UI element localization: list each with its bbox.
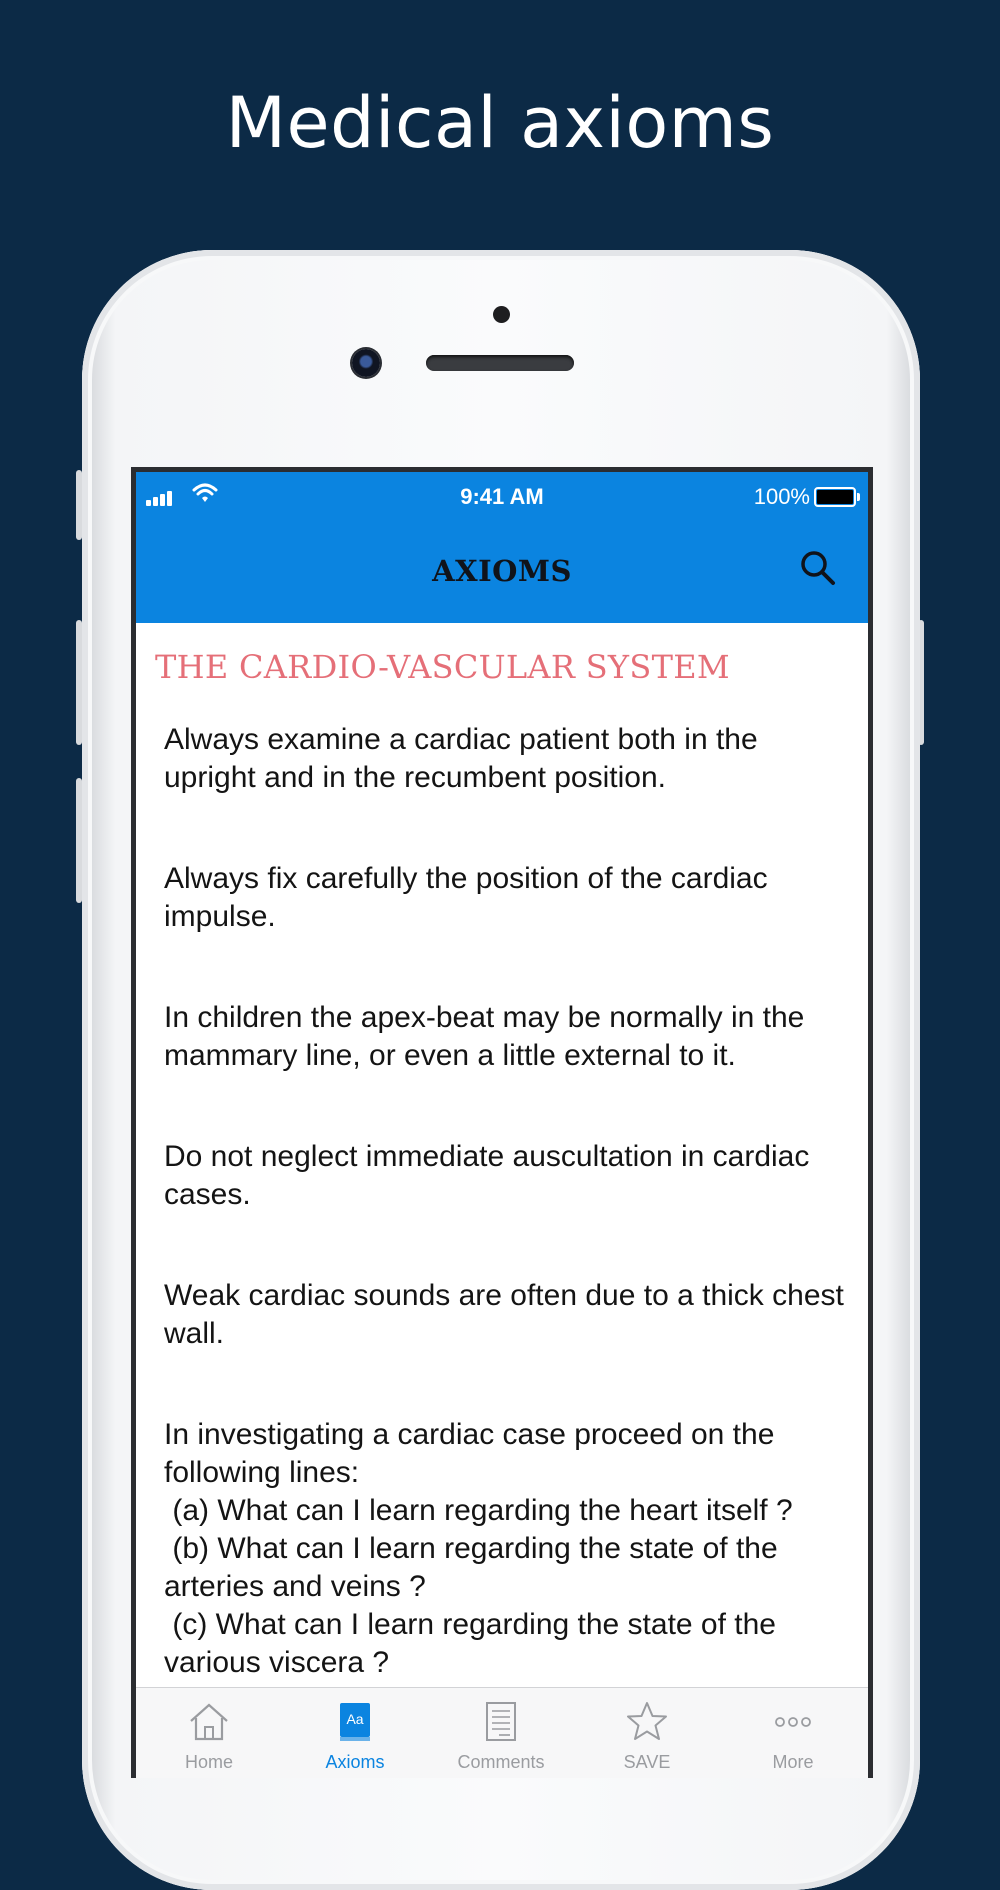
axiom-item[interactable]: Do not neglect immediate auscultation in cardiac cases. — [164, 1140, 818, 1211]
tab-more[interactable] — [720, 1688, 866, 1778]
tab-label: Home — [184, 1752, 233, 1772]
proximity-sensor — [493, 306, 510, 323]
phone-screen — [131, 467, 873, 1778]
search-icon[interactable] — [798, 548, 838, 593]
tab-label: Comments — [457, 1752, 545, 1772]
status-time: 9:41 AM — [460, 484, 544, 509]
axiom-item[interactable]: Always examine a cardiac patient both in the upright and in the recumbent position. — [164, 723, 767, 794]
battery-icon — [814, 487, 856, 507]
axiom-item[interactable]: In children the apex-beat may be normally in the mammary line, or even a little external to it. — [164, 1001, 813, 1072]
tab-label: Axioms — [325, 1752, 385, 1772]
earpiece-speaker — [426, 355, 574, 371]
tab-home[interactable] — [136, 1688, 282, 1778]
tab-bar — [136, 1687, 868, 1778]
front-camera — [352, 349, 380, 377]
more-icon — [771, 1700, 815, 1749]
home-icon — [187, 1700, 231, 1749]
tab-save[interactable] — [574, 1688, 720, 1778]
axiom-item[interactable]: In investigating a cardiac case proceed on the following lines: (a) What can I learn regarding the heart itself ? (b) What can I learn regarding the state of the arteries and veins ? (c) What can I learn regarding the state of the various viscera ? — [164, 1418, 793, 1679]
axiom-item[interactable]: Always fix carefully the position of the cardiac impulse. — [164, 862, 776, 933]
app-screen — [136, 472, 868, 1778]
star-icon — [625, 1700, 669, 1749]
section-title: THE CARDIO-VASCULAR SYSTEM — [155, 648, 730, 686]
tab-comments[interactable] — [428, 1688, 574, 1778]
document-icon — [479, 1700, 523, 1749]
battery-percentage: 100% — [753, 484, 810, 509]
axiom-list[interactable] — [136, 623, 868, 1687]
status-bar — [136, 472, 868, 520]
svg-text:Aa: Aa — [346, 1711, 364, 1727]
tab-axioms[interactable] — [282, 1688, 428, 1778]
tab-label: SAVE — [623, 1752, 671, 1772]
tab-label: More — [772, 1752, 814, 1772]
dictionary-icon — [333, 1700, 377, 1749]
page-title: AXIOMS — [432, 554, 572, 588]
promo-headline: Medical axioms — [225, 82, 775, 164]
navigation-bar — [136, 520, 868, 623]
axiom-item[interactable]: Weak cardiac sounds are often due to a thick chest wall. — [164, 1279, 853, 1350]
